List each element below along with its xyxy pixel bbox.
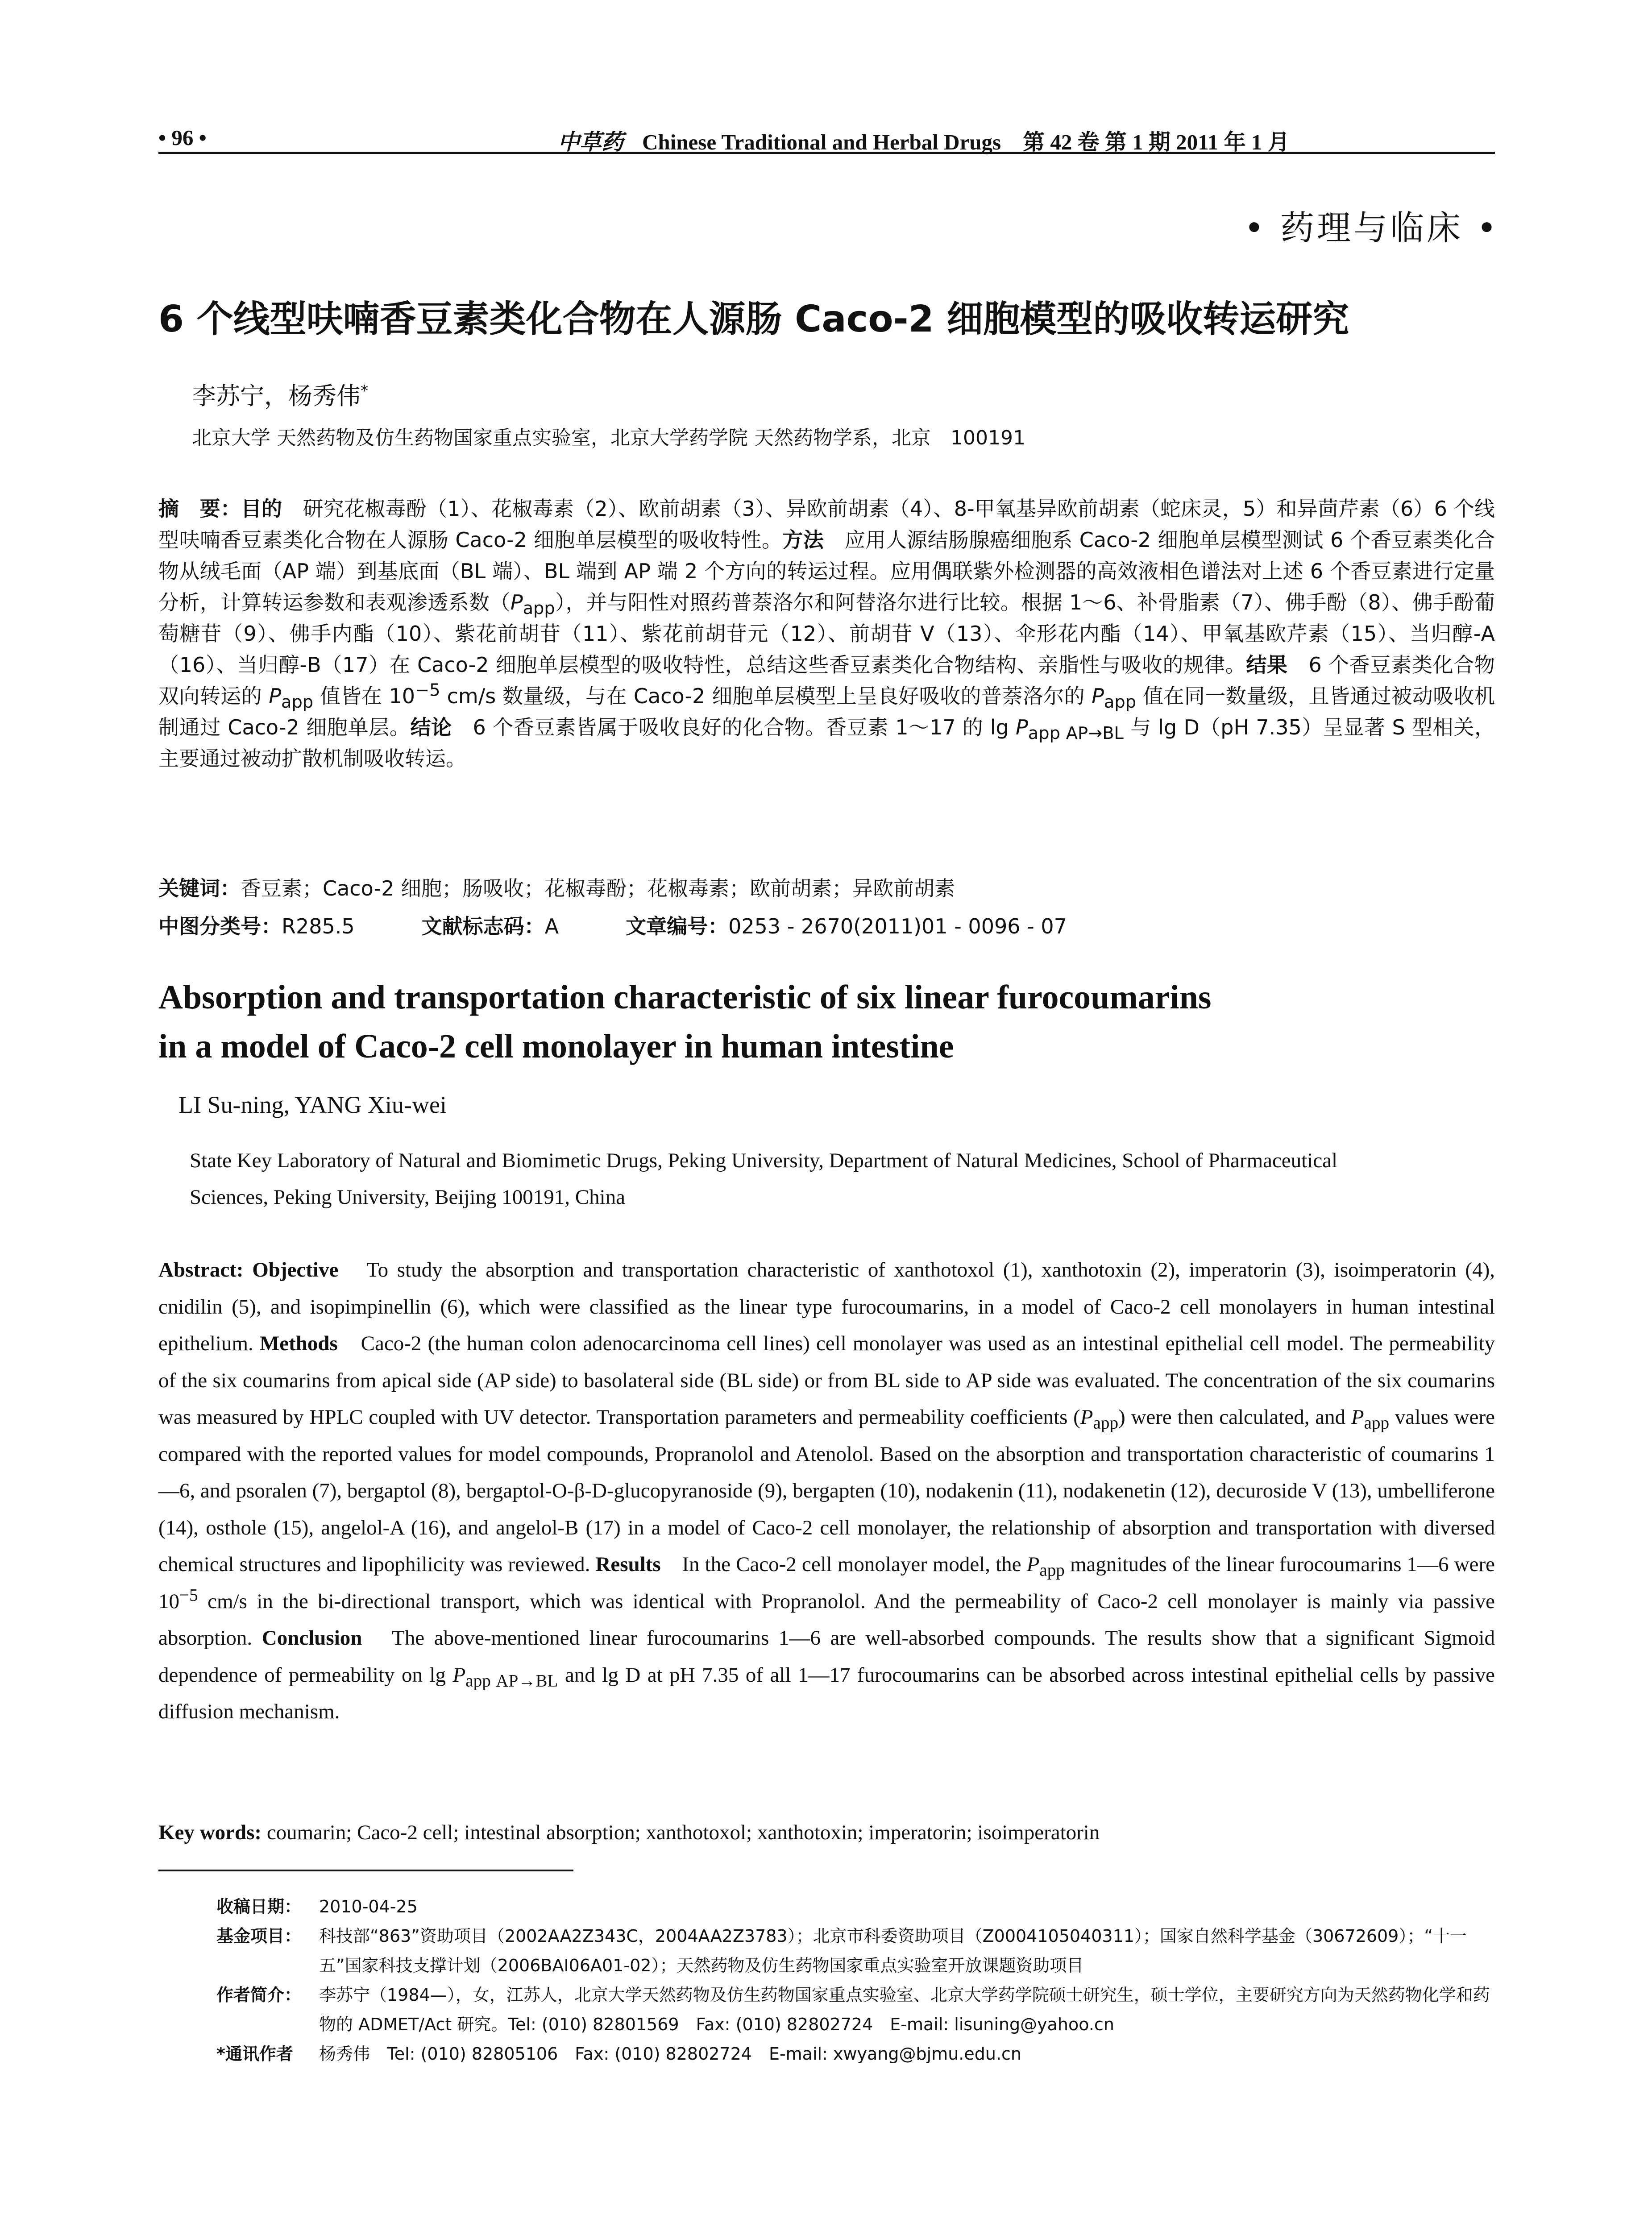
abstract-label-cn: 摘 要： xyxy=(158,497,241,521)
papp-symbol: P xyxy=(269,684,281,708)
results-text-en-a: In the Caco-2 cell monolayer model, the xyxy=(682,1553,1027,1576)
results-label-cn: 结果 xyxy=(1246,653,1288,677)
footnotes xyxy=(216,1892,1495,2069)
classification-line xyxy=(158,910,1495,940)
footnote-received xyxy=(216,1892,1495,1921)
results-text-en-b: magnitudes of the linear furocoumarins 1—6 were 10 xyxy=(158,1553,1495,1613)
doc-code-value: A xyxy=(544,914,559,938)
papp-symbol: P xyxy=(1016,715,1028,739)
footnote-bio xyxy=(216,1980,1495,2039)
keywords-text-cn: 香豆素；Caco-2 细胞；肠吸收；花椒毒酚；花椒毒素；欧前胡素；异欧前胡素 xyxy=(241,876,955,900)
article-no-label: 文章编号： xyxy=(626,914,729,938)
received-label: 收稿日期： xyxy=(216,1897,302,1916)
methods-text-en-a: Caco-2 (the human colon adenocarcinoma cell lines) cell monolayer was used as an intestinal epithelial cell model. The permeability of the six coumarins from apical side (AP side) to basolateral side (BL side) or from BL side to AP side was evaluated. The concentration of the six coumarins was measured by HPLC coupled with UV detector. Transportation parameters and permeability coefficients ( xyxy=(158,1332,1495,1429)
corresponding-mark: * xyxy=(361,382,368,400)
papp-symbol: P xyxy=(452,1663,466,1687)
bio-text: 李苏宁（1984—），女，江苏人，北京大学天然药物及仿生药物国家重点实验室、北京大学药学院硕士研究生，硕士学位，主要研究方向为天然药物化学和药物的 ADMET/Act 研究。Tel: (010) 82801569 Fax: (010) 82802724 E-mail: lisuning@yahoo.cn xyxy=(319,1985,1490,2034)
conclusion-label-cn: 结论 xyxy=(410,715,452,739)
english-authors: LI Su-ning, YANG Xiu-wei xyxy=(178,1091,447,1118)
conclusion-text-en-b: and lg D at pH 7.35 of all 1—17 furocoumarins can be absorbed across intestinal epithelial cells by passive diffusion mechanism. xyxy=(158,1663,1495,1723)
header-rule xyxy=(158,152,1495,154)
chinese-abstract xyxy=(158,493,1495,774)
received-date: 2010-04-25 xyxy=(319,1897,418,1916)
papp-symbol: P xyxy=(1092,684,1104,708)
methods-label-en: Methods xyxy=(259,1332,338,1355)
papp-subscript: app xyxy=(1104,692,1137,713)
papp-subscript: app xyxy=(1093,1413,1119,1433)
methods-text-en-c: values were compared with the reported values for model compounds, Propranolol and Atenolol. Based on the absorption and transportation characteristic of coumarins 1—6, and psoralen (7), bergaptol (8), bergaptol-O-β-D-glucopyranoside (9), bergapten (10), nodakenin (11), nodakenetin (12), decuroside V (13), umbelliferone (14), osthole (15), angelol-A (16), and angelol-B (17) in a model of Caco-2 cell monolayer, the relationship of absorption and transportation with diversed chemical structures and lipophilicity was reviewed. xyxy=(158,1406,1495,1576)
footnote-rule xyxy=(158,1870,573,1871)
abstract-objective-label: Abstract: Objective xyxy=(158,1258,339,1281)
papp-symbol: P xyxy=(1080,1406,1093,1429)
methods-label-cn: 方法 xyxy=(782,528,824,552)
running-header xyxy=(158,120,1495,155)
journal-name-cn: 中草药 xyxy=(558,129,624,155)
objective-text-cn: 研究花椒毒酚（1）、花椒毒素（2）、欧前胡素（3）、异欧前胡素（4）、8-甲氧基异欧前胡素（蛇床灵，5）和异茴芹素（6）6 个线型呋喃香豆素类化合物在人源肠 Caco-2 细胞单层模型的吸收特性。 xyxy=(158,497,1495,552)
results-text-cn-c: cm/s 数量级，与在 Caco-2 细胞单层模型上呈良好吸收的普萘洛尔的 xyxy=(440,684,1092,708)
journal-name-en-issue: Chinese Traditional and Herbal Drugs 第 42 卷 第 1 期 2011 年 1 月 xyxy=(642,130,1290,154)
results-text-cn-a: 6 个香豆素类化合物双向转运的 xyxy=(158,653,1495,708)
objective-label-cn: 目的 xyxy=(241,497,282,521)
keywords-label-en: Key words: xyxy=(158,1821,262,1844)
english-title-line-1: Absorption and transportation characteristic of six linear furocoumarins xyxy=(158,979,1212,1016)
chinese-affiliation: 北京大学 天然药物及仿生药物国家重点实验室，北京大学药学院 天然药物学系，北京 100191 xyxy=(192,427,1025,449)
papp-symbol: P xyxy=(1351,1406,1364,1429)
papp-subscript: app AP→BL xyxy=(1028,723,1124,744)
footnote-fund xyxy=(216,1921,1495,1980)
papp-subscript: app AP→BL xyxy=(465,1671,558,1690)
results-text-en-c: cm/s in the bi-directional transport, which was identical with Propranolol. And the permeability of Caco-2 cell monolayer is mainly via passive absorption. xyxy=(158,1589,1495,1650)
conclusion-text-cn-a: 6 个香豆素皆属于吸收良好的化合物。香豆素 1～17 的 lg xyxy=(473,715,1016,739)
chinese-title: 6 个线型呋喃香豆素类化合物在人源肠 Caco-2 细胞模型的吸收转运研究 xyxy=(158,298,1349,340)
papp-symbol: P xyxy=(510,590,523,614)
keywords-label-cn: 关键词： xyxy=(158,876,241,900)
papp-subscript: app xyxy=(523,598,555,619)
objective-text-en: To study the absorption and transportation characteristic of xanthotoxol (1), xanthotoxin (2), imperatorin (3), isoimperatorin (4), cnidilin (5), and isopimpinellin (6), which were classified as the linear type furocoumarins, in a model of Caco-2 cell monolayers in human intestinal epithelium. xyxy=(158,1258,1495,1355)
footnote-corresponding xyxy=(216,2039,1495,2069)
conclusion-label-en: Conclusion xyxy=(261,1626,362,1650)
author-names-cn: 李苏宁，杨秀伟 xyxy=(192,382,361,410)
papp-symbol: P xyxy=(1026,1553,1040,1576)
section-label: • 药理与临床 • xyxy=(1244,208,1499,248)
conclusion-text-cn-b: 与 lg D（pH 7.35）呈显著 S 型相关，主要通过被动扩散机制吸收转运。 xyxy=(158,715,1495,771)
fund-label: 基金项目： xyxy=(216,1926,302,1946)
clc-value: R285.5 xyxy=(282,914,355,938)
english-affiliation: State Key Laboratory of Natural and Biomimetic Drugs, Peking University, Department of Natural Medicines, School of Pharmaceutical Sciences, Peking University, Beijing 100191, China xyxy=(190,1149,1338,1209)
english-title xyxy=(158,973,1495,1071)
english-keywords xyxy=(158,1820,1495,1845)
methods-text-en-b: ) were then calculated, and xyxy=(1118,1406,1351,1429)
exponent: −5 xyxy=(179,1585,198,1605)
article-no-value: 0253 - 2670(2011)01 - 0096 - 07 xyxy=(728,914,1067,938)
doc-code-label: 文献标志码： xyxy=(421,914,545,938)
chinese-keywords xyxy=(158,872,1495,902)
corresponding-text: 杨秀伟 Tel: (010) 82805106 Fax: (010) 82802724 E-mail: xwyang@bjmu.edu.cn xyxy=(319,2044,1022,2064)
papp-subscript: app xyxy=(1039,1560,1065,1580)
english-title-line-2: in a model of Caco-2 cell monolayer in human intestine xyxy=(158,1028,954,1065)
page-number: • 96 • xyxy=(158,125,207,150)
methods-text-cn-a: 应用人源结肠腺癌细胞系 Caco-2 细胞单层模型测试 6 个香豆素类化合物从绒毛面（AP 端）到基底面（BL 端）、BL 端到 AP 端 2 个方向的转运过程。应用偶联紫外检测器的高效液相色谱法对上述 6 个香豆素进行定量分析，计算转运参数和表观渗透系数（ xyxy=(158,528,1495,614)
methods-text-cn-b: ），并与阳性对照药普萘洛尔和阿替洛尔进行比较。根据 1～6、补骨脂素（7）、佛手酚（8）、佛手酚葡萄糖苷（9）、佛手内酯（10）、紫花前胡苷（11）、紫花前胡苷元（12）、前胡苷 V（13）、伞形花内酯（14）、甲氧基欧芹素（15）、当归醇-A（16）、当归醇-B（17）在 Caco-2 细胞单层模型的吸收特性，总结这些香豆素类化合物结构、亲脂性与吸收的规律。 xyxy=(158,590,1495,677)
results-label-en: Results xyxy=(595,1553,661,1576)
bio-label: 作者简介： xyxy=(216,1985,302,2005)
fund-text: 科技部“863”资助项目（2002AA2Z343C，2004AA2Z3783）；北京市科委资助项目（Z0004105040311）；国家自然科学基金（30672609）；“十一五”国家科技支撑计划（2006BAI06A01-02）；天然药物及仿生药物国家重点实验室开放课题资助项目 xyxy=(319,1926,1467,1975)
clc-label: 中图分类号： xyxy=(158,914,282,938)
results-text-cn-d: 值在同一数量级，且皆通过被动吸收机制通过 Caco-2 细胞单层。 xyxy=(158,684,1495,739)
conclusion-text-en-a: The above-mentioned linear furocoumarins 1—6 are well-absorbed compounds. The results show that a significant Sigmoid dependence of permeability on lg xyxy=(158,1626,1495,1687)
results-text-cn-b: 值皆在 10 xyxy=(313,684,415,708)
papp-subscript: app xyxy=(1364,1413,1390,1433)
papp-subscript: app xyxy=(281,692,314,713)
chinese-authors xyxy=(192,377,368,411)
corresponding-label: *通讯作者 xyxy=(216,2044,293,2064)
exponent: −5 xyxy=(415,680,440,701)
english-abstract xyxy=(158,1252,1495,1730)
keywords-text-en: coumarin; Caco-2 cell; intestinal absorption; xanthotoxol; xanthotoxin; imperatorin; isoimperatorin xyxy=(266,1821,1100,1844)
